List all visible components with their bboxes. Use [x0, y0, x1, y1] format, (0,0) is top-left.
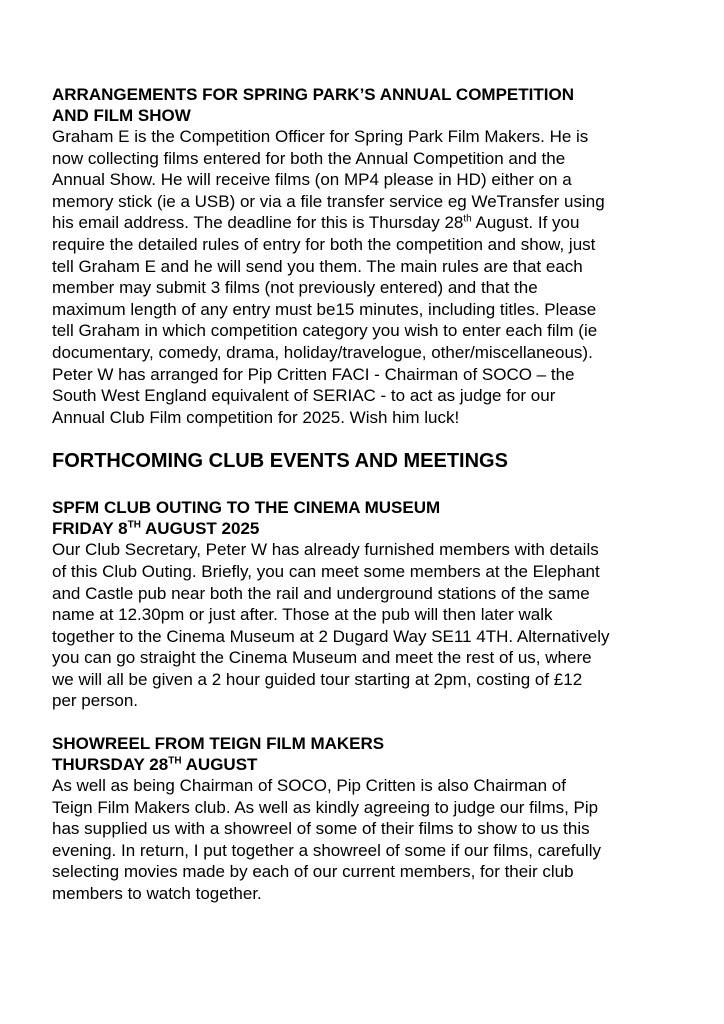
cinema-outing-title: SPFM CLUB OUTING TO THE CINEMA MUSEUM: [52, 498, 441, 518]
document-page: [52, 84, 707, 905]
events-section: [52, 449, 707, 473]
showreel-date: [52, 754, 707, 775]
showreel-date-part-1: THURSDAY 28: [52, 755, 169, 775]
showreel-date-superscript: TH: [168, 755, 182, 767]
cinema-outing-date: [52, 518, 707, 539]
cinema-outing-body: Our Club Secretary, Peter W has already furnished members with details of this Club Outing. Briefly, you can meet some members at the Elephant and Castle pub near both the rail and underground stations of the same name at 12.30pm or just after. Those at the pub will then later walk together to the Cinema Museum at 2 Dugard Way SE11 4TH. Alternatively you can go straight the Cinema Museum and meet the rest of us, where we will all be given a 2 hour guided tour starting at 2pm, costing of £12 per person.: [52, 540, 610, 711]
cinema-outing-date-part-1: FRIDAY 8: [52, 519, 128, 539]
events-heading: FORTHCOMING CLUB EVENTS AND MEETINGS: [52, 450, 508, 473]
competition-body-superscript: th: [463, 213, 472, 225]
competition-body: [52, 126, 707, 428]
showreel-title: SHOWREEL FROM TEIGN FILM MAKERS: [52, 734, 385, 754]
competition-body-part-1: Graham E is the Competition Officer for Spring Park Film Makers. He is now collecting films entered for both the Annual Competition and the Annual Show. He will receive films (on MP4 please in HD) either on a memory stick (ie a USB) or via a file transfer service eg WeTransfer using his email address. The deadline for this is Thursday 28: [52, 127, 605, 233]
competition-heading: [52, 84, 707, 126]
cinema-outing-date-part-2: AUGUST 2025: [140, 519, 260, 539]
cinema-outing-section: [52, 497, 707, 712]
showreel-date-part-2: AUGUST: [181, 755, 258, 775]
showreel-section: [52, 733, 707, 905]
cinema-outing-date-superscript: TH: [127, 519, 141, 531]
competition-heading-line-2: AND FILM SHOW: [52, 106, 191, 125]
competition-heading-line-1: ARRANGEMENTS FOR SPRING PARK’S ANNUAL COMPETITION: [52, 85, 574, 104]
competition-body-part-2: August. If you require the detailed rules of entry for both the competition and show, just tell Graham E and he will send you them. The main rules are that each member may submit 3 films (not previously entered) and that the maximum length of any entry must be15 minutes, including titles. Please tell Graham in which competition category you wish to enter each film (ie documentary, comedy, drama, holiday/travelogue, other/miscellaneous). Peter W has arranged for Pip Critten FACI - Chairman of SOCO – the South West England equivalent of SERIAC - to act as judge for our Annual Club Film competition for 2025. Wish him luck!: [52, 213, 598, 427]
competition-section: [52, 84, 707, 428]
showreel-body: As well as being Chairman of SOCO, Pip Critten is also Chairman of Teign Film Makers club. As well as kindly agreeing to judge our films, Pip has supplied us with a showreel of some of their films to show to us this evening. In return, I put together a showreel of some if our films, carefully selecting movies made by each of our current members, for their club members to watch together.: [52, 776, 601, 904]
